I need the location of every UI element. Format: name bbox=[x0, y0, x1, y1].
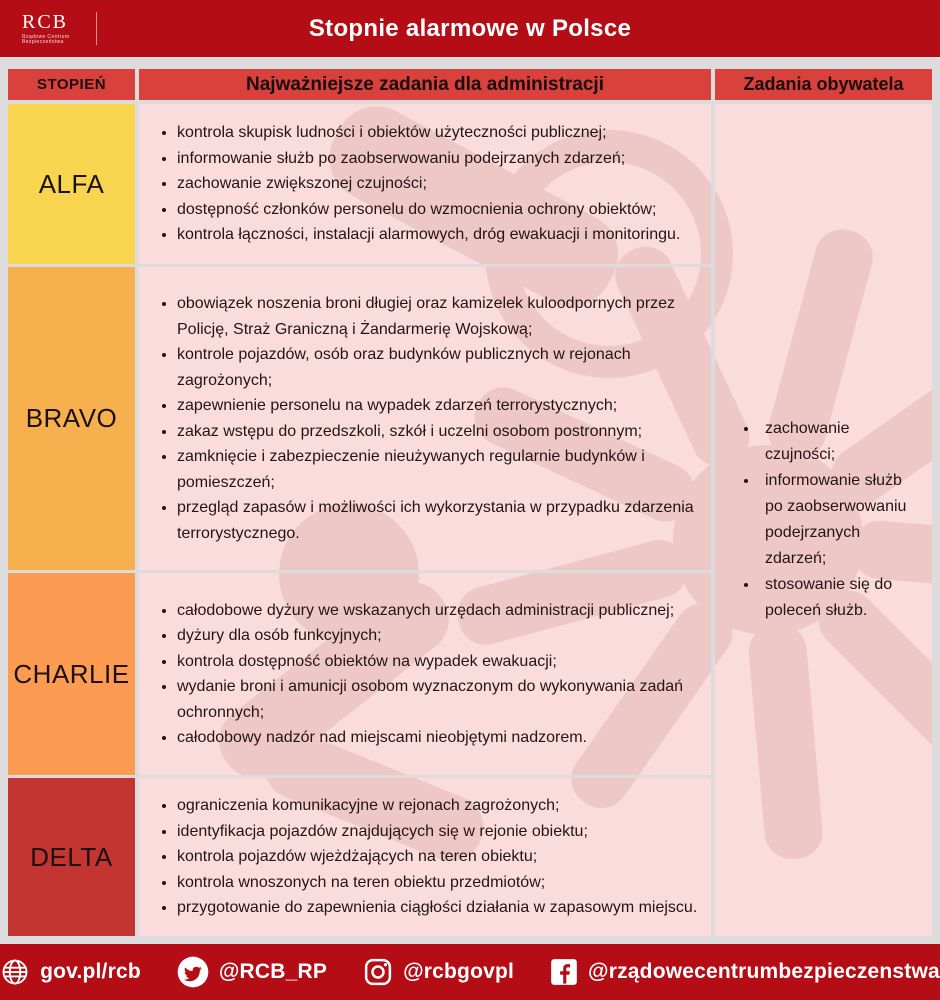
column-header-admin-tasks: Najważniejsze zadania dla administracji bbox=[139, 69, 715, 100]
tasks-list-bravo bbox=[153, 291, 703, 546]
bullet-item: • zamknięcie i zabezpieczenie nieużywanych regularnie budynków i pomieszczeń; bbox=[177, 444, 703, 495]
tasks-list-delta bbox=[153, 793, 703, 921]
rcb-logo-text: RCB bbox=[22, 11, 69, 33]
level-label-alfa: ALFA bbox=[38, 168, 105, 199]
instagram-label: @rcbgovpl bbox=[403, 960, 515, 983]
level-cell-bravo bbox=[8, 267, 139, 573]
bullet-item: • informowanie służb po zaobserwowaniu podejrzanych zdarzeń; bbox=[177, 146, 703, 172]
table-header-row bbox=[8, 69, 932, 100]
level-cell-delta bbox=[8, 778, 139, 936]
rcb-logo-subtext: Rządowe Centrum Bezpieczeństwa bbox=[22, 34, 70, 45]
twitter-handle[interactable] bbox=[177, 956, 327, 988]
bullet-item: • zapewnienie personelu na wypadek zdarzeń terrorystycznych; bbox=[177, 393, 703, 419]
level-label-bravo: BRAVO bbox=[25, 403, 118, 433]
tasks-list-charlie bbox=[153, 598, 703, 751]
bullet-item: • kontrola wnoszonych na teren obiektu przedmiotów; bbox=[177, 870, 703, 896]
column-header-citizen-tasks: Zadania obywatela bbox=[715, 69, 932, 100]
tasks-cell-bravo bbox=[139, 267, 715, 573]
footer-bar bbox=[0, 944, 940, 1000]
level-cell-charlie bbox=[8, 573, 139, 778]
bullet-item: • kontrola dostępność obiektów na wypadek ewakuacji; bbox=[177, 649, 703, 675]
bullet-item: • zachowanie zwiększonej czujności; bbox=[177, 171, 703, 197]
tasks-cell-alfa bbox=[139, 104, 715, 267]
twitter-label: @RCB_RP bbox=[218, 960, 328, 983]
facebook-icon bbox=[550, 958, 578, 986]
bullet-item: • zachowanie czujności; bbox=[759, 416, 924, 468]
alert-levels-table bbox=[8, 69, 932, 936]
level-label-charlie: CHARLIE bbox=[13, 658, 130, 689]
instagram-icon bbox=[363, 957, 393, 987]
bullet-item: • informowanie służb po zaobserwowaniu podejrzanych zdarzeń; bbox=[759, 468, 924, 572]
website-link[interactable] bbox=[0, 957, 141, 987]
bullet-item: • wydanie broni i amunicji osobom wyznaczonym do wykonywania zadań ochronnych; bbox=[177, 674, 703, 725]
header-bar bbox=[0, 0, 940, 57]
table-body bbox=[8, 104, 932, 936]
bullet-item: • ograniczenia komunikacyjne w rejonach zagrożonych; bbox=[177, 793, 703, 819]
bullet-item: • kontrola pojazdów wjeżdżających na teren obiektu; bbox=[177, 844, 703, 870]
column-header-level: STOPIEŃ bbox=[8, 69, 139, 100]
bullet-item: • zakaz wstępu do przedszkoli, szkół i uczelni osobom postronnym; bbox=[177, 419, 703, 445]
tasks-cell-delta bbox=[139, 778, 715, 936]
bullet-item: • całodobowy nadzór nad miejscami nieobjętymi nadzorem. bbox=[177, 725, 703, 751]
bullet-item: • kontrola łączności, instalacji alarmowych, dróg ewakuacji i monitoringu. bbox=[177, 222, 703, 248]
website-label: gov.pl/rcb bbox=[40, 960, 141, 983]
globe-icon bbox=[0, 957, 30, 987]
facebook-label: @rządowecentrumbezpieczenstwa bbox=[588, 960, 940, 983]
bullet-item: • dostępność członków personelu do wzmocnienia ochrony obiektów; bbox=[177, 197, 703, 223]
level-cell-alfa bbox=[8, 104, 139, 267]
bullet-item: • kontrole pojazdów, osób oraz budynków publicznych w rejonach zagrożonych; bbox=[177, 342, 703, 393]
bullet-item: • dyżury dla osób funkcyjnych; bbox=[177, 623, 703, 649]
bullet-item: • kontrola skupisk ludności i obiektów użyteczności publicznej; bbox=[177, 120, 703, 146]
bullet-item: • stosowanie się do poleceń służb. bbox=[759, 572, 924, 624]
level-label-delta: DELTA bbox=[30, 841, 113, 872]
twitter-icon bbox=[177, 956, 209, 988]
page-title: Stopnie alarmowe w Polsce bbox=[308, 14, 632, 42]
instagram-handle[interactable] bbox=[363, 957, 514, 987]
bullet-item: • całodobowe dyżury we wskazanych urzędach administracji publicznej; bbox=[177, 598, 703, 624]
bullet-item: • przygotowanie do zapewnienia ciągłości działania w zapasowym miejscu. bbox=[177, 895, 703, 921]
facebook-handle[interactable] bbox=[550, 958, 940, 986]
bullet-item: • przegląd zapasów i możliwości ich wykorzystania w przypadku zdarzenia terrorystycznego. bbox=[177, 495, 703, 546]
bullet-item: • obowiązek noszenia broni długiej oraz kamizelek kuloodpornych przez Policję, Straż Graniczną i Żandarmerię Wojskową; bbox=[177, 291, 703, 342]
citizen-tasks-cell bbox=[715, 104, 932, 936]
tasks-cell-charlie bbox=[139, 573, 715, 778]
tasks-list-alfa bbox=[153, 120, 703, 248]
citizen-tasks-list bbox=[733, 416, 924, 624]
bullet-item: • identyfikacja pojazdów znajdujących się w rejonie obiektu; bbox=[177, 819, 703, 845]
